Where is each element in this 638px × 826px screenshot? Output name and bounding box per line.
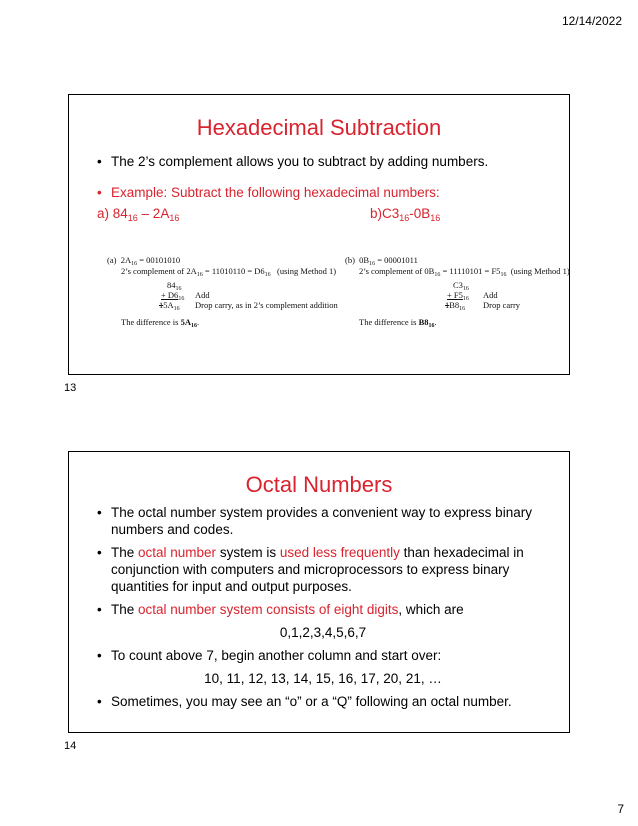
slide-number: 13 xyxy=(64,382,77,394)
bullet-list xyxy=(97,153,549,223)
bullet-item: • The octal number system consists of eight digits, which are xyxy=(97,601,549,618)
slide-title: Octal Numbers xyxy=(245,472,393,497)
bullet-item: • The octal number system is used less frequently than hexadecimal in conjunction with computers and microprocessors to express binary quantities for input and output purposes. xyxy=(97,544,549,595)
bullet-item: • Example: Subtract the following hexadecimal numbers: xyxy=(97,184,549,201)
worked-example-a: (a) $2A_{16} = 00101010$ 2’s complement of $2A_{16} = 11010110 = D6_{16}$ (using Method 1) $84_{16}$ + $D6_{16}$ Add $15A_{16}$ Drop carry, as in 2’s complement addition The difference is $5A_{16}$. xyxy=(107,255,338,329)
slide-octal-numbers xyxy=(68,451,570,733)
example-parts xyxy=(97,205,549,223)
part-a: a) $84_{16} - 2A_{16}$ xyxy=(97,206,180,223)
page-number: 7 xyxy=(617,802,624,816)
worked-example-b: (b) $0B_{16} = 00001011$ 2’s complement of $0B_{16} = 11110101 = F5_{16}$ (using Method 1) $C3_{16}$ + $F5_{16}$ Add $1B8_{16}$ Drop carry The difference is $B8_{16}$. xyxy=(345,255,570,329)
slide-title: Hexadecimal Subtraction xyxy=(196,115,442,140)
part-b: $b)C3_{16}-0B_{16}$ xyxy=(370,206,441,223)
slide-hex-subtraction xyxy=(68,94,570,375)
bullet-item: • To count above 7, begin another column and start over: xyxy=(97,647,549,664)
bullet-item: • The octal number system provides a convenient way to express binary numbers and codes. xyxy=(97,504,549,538)
date-header: 12/14/2022 xyxy=(561,14,622,28)
slide-number: 14 xyxy=(64,740,77,752)
bullet-list xyxy=(97,504,549,710)
octal-sequence: 10, 11, 12, 13, 14, 15, 16, 17, 20, 21, … xyxy=(204,671,442,686)
bullet-item: • The 2’s complement allows you to subtract by adding numbers. xyxy=(97,153,549,170)
octal-digits: 0,1,2,3,4,5,6,7 xyxy=(279,625,367,640)
bullet-item: • Sometimes, you may see an “o” or a “Q” following an octal number. xyxy=(97,693,549,710)
